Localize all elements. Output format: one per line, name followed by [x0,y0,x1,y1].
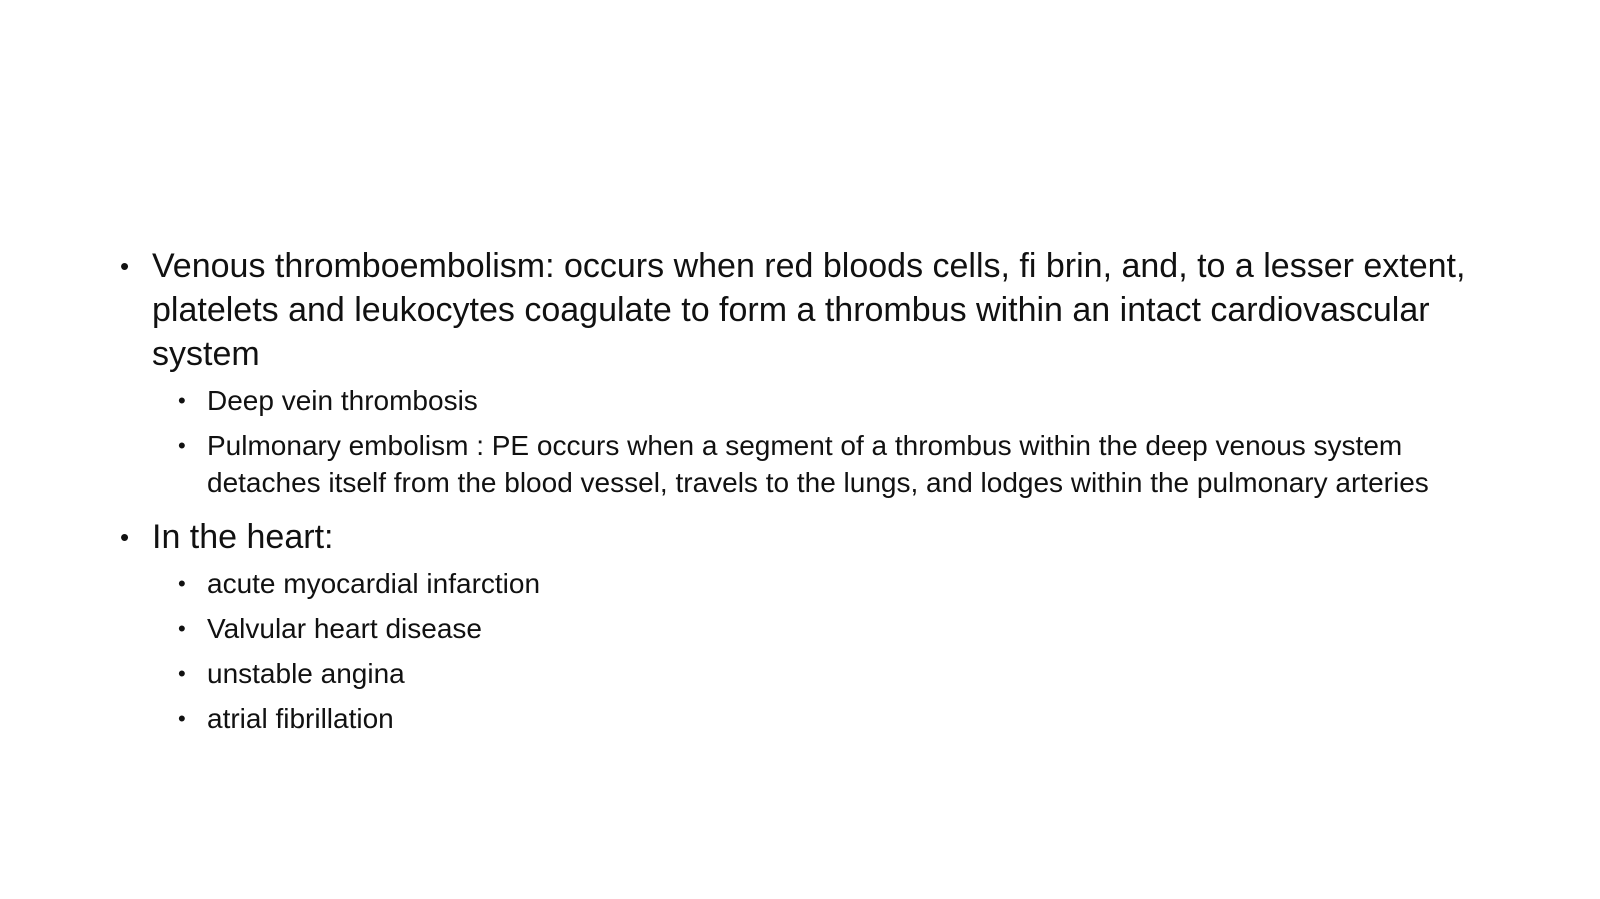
sub-bullet-text: Pulmonary embolism : PE occurs when a segment of a thrombus within the deep venous system detaches itself from the blood vessel, travels to the lungs, and lodges within the pulmonary arteries [207,430,1429,498]
sublist-heart [176,565,1486,737]
sub-bullet-pe [176,427,1486,501]
sub-bullet-angina [176,655,1486,692]
sub-bullet-text: Valvular heart disease [207,613,482,644]
bullet-icon: • [178,616,186,641]
sub-bullet-dvt [176,382,1486,419]
bullet-icon: • [178,571,186,596]
sub-bullet-afib [176,700,1486,737]
bullet-icon: • [120,251,130,281]
bullet-icon: • [178,706,186,731]
bullet-text: In the heart: [152,518,334,556]
sub-bullet-text: atrial fibrillation [207,703,394,734]
sub-bullet-ami [176,565,1486,602]
sub-bullet-text: Deep vein thrombosis [207,385,478,416]
bullet-in-the-heart [116,515,1486,559]
slide-body [116,244,1486,751]
sub-bullet-text: acute myocardial infarction [207,568,541,599]
sub-bullet-valvular [176,610,1486,647]
bullet-venous-thromboembolism [116,244,1486,376]
sublist-venous [176,382,1486,501]
bullet-text: Venous thromboembolism: occurs when red bloods cells, fi brin, and, to a lesser extent, platelets and leukocytes coagulate to form a thrombus within an intact cardiovascular system [152,247,1466,373]
sub-bullet-text: unstable angina [207,658,405,689]
bullet-icon: • [178,433,186,458]
bullet-icon: • [178,388,186,413]
bullet-icon: • [120,522,130,552]
bullet-icon: • [178,661,186,686]
